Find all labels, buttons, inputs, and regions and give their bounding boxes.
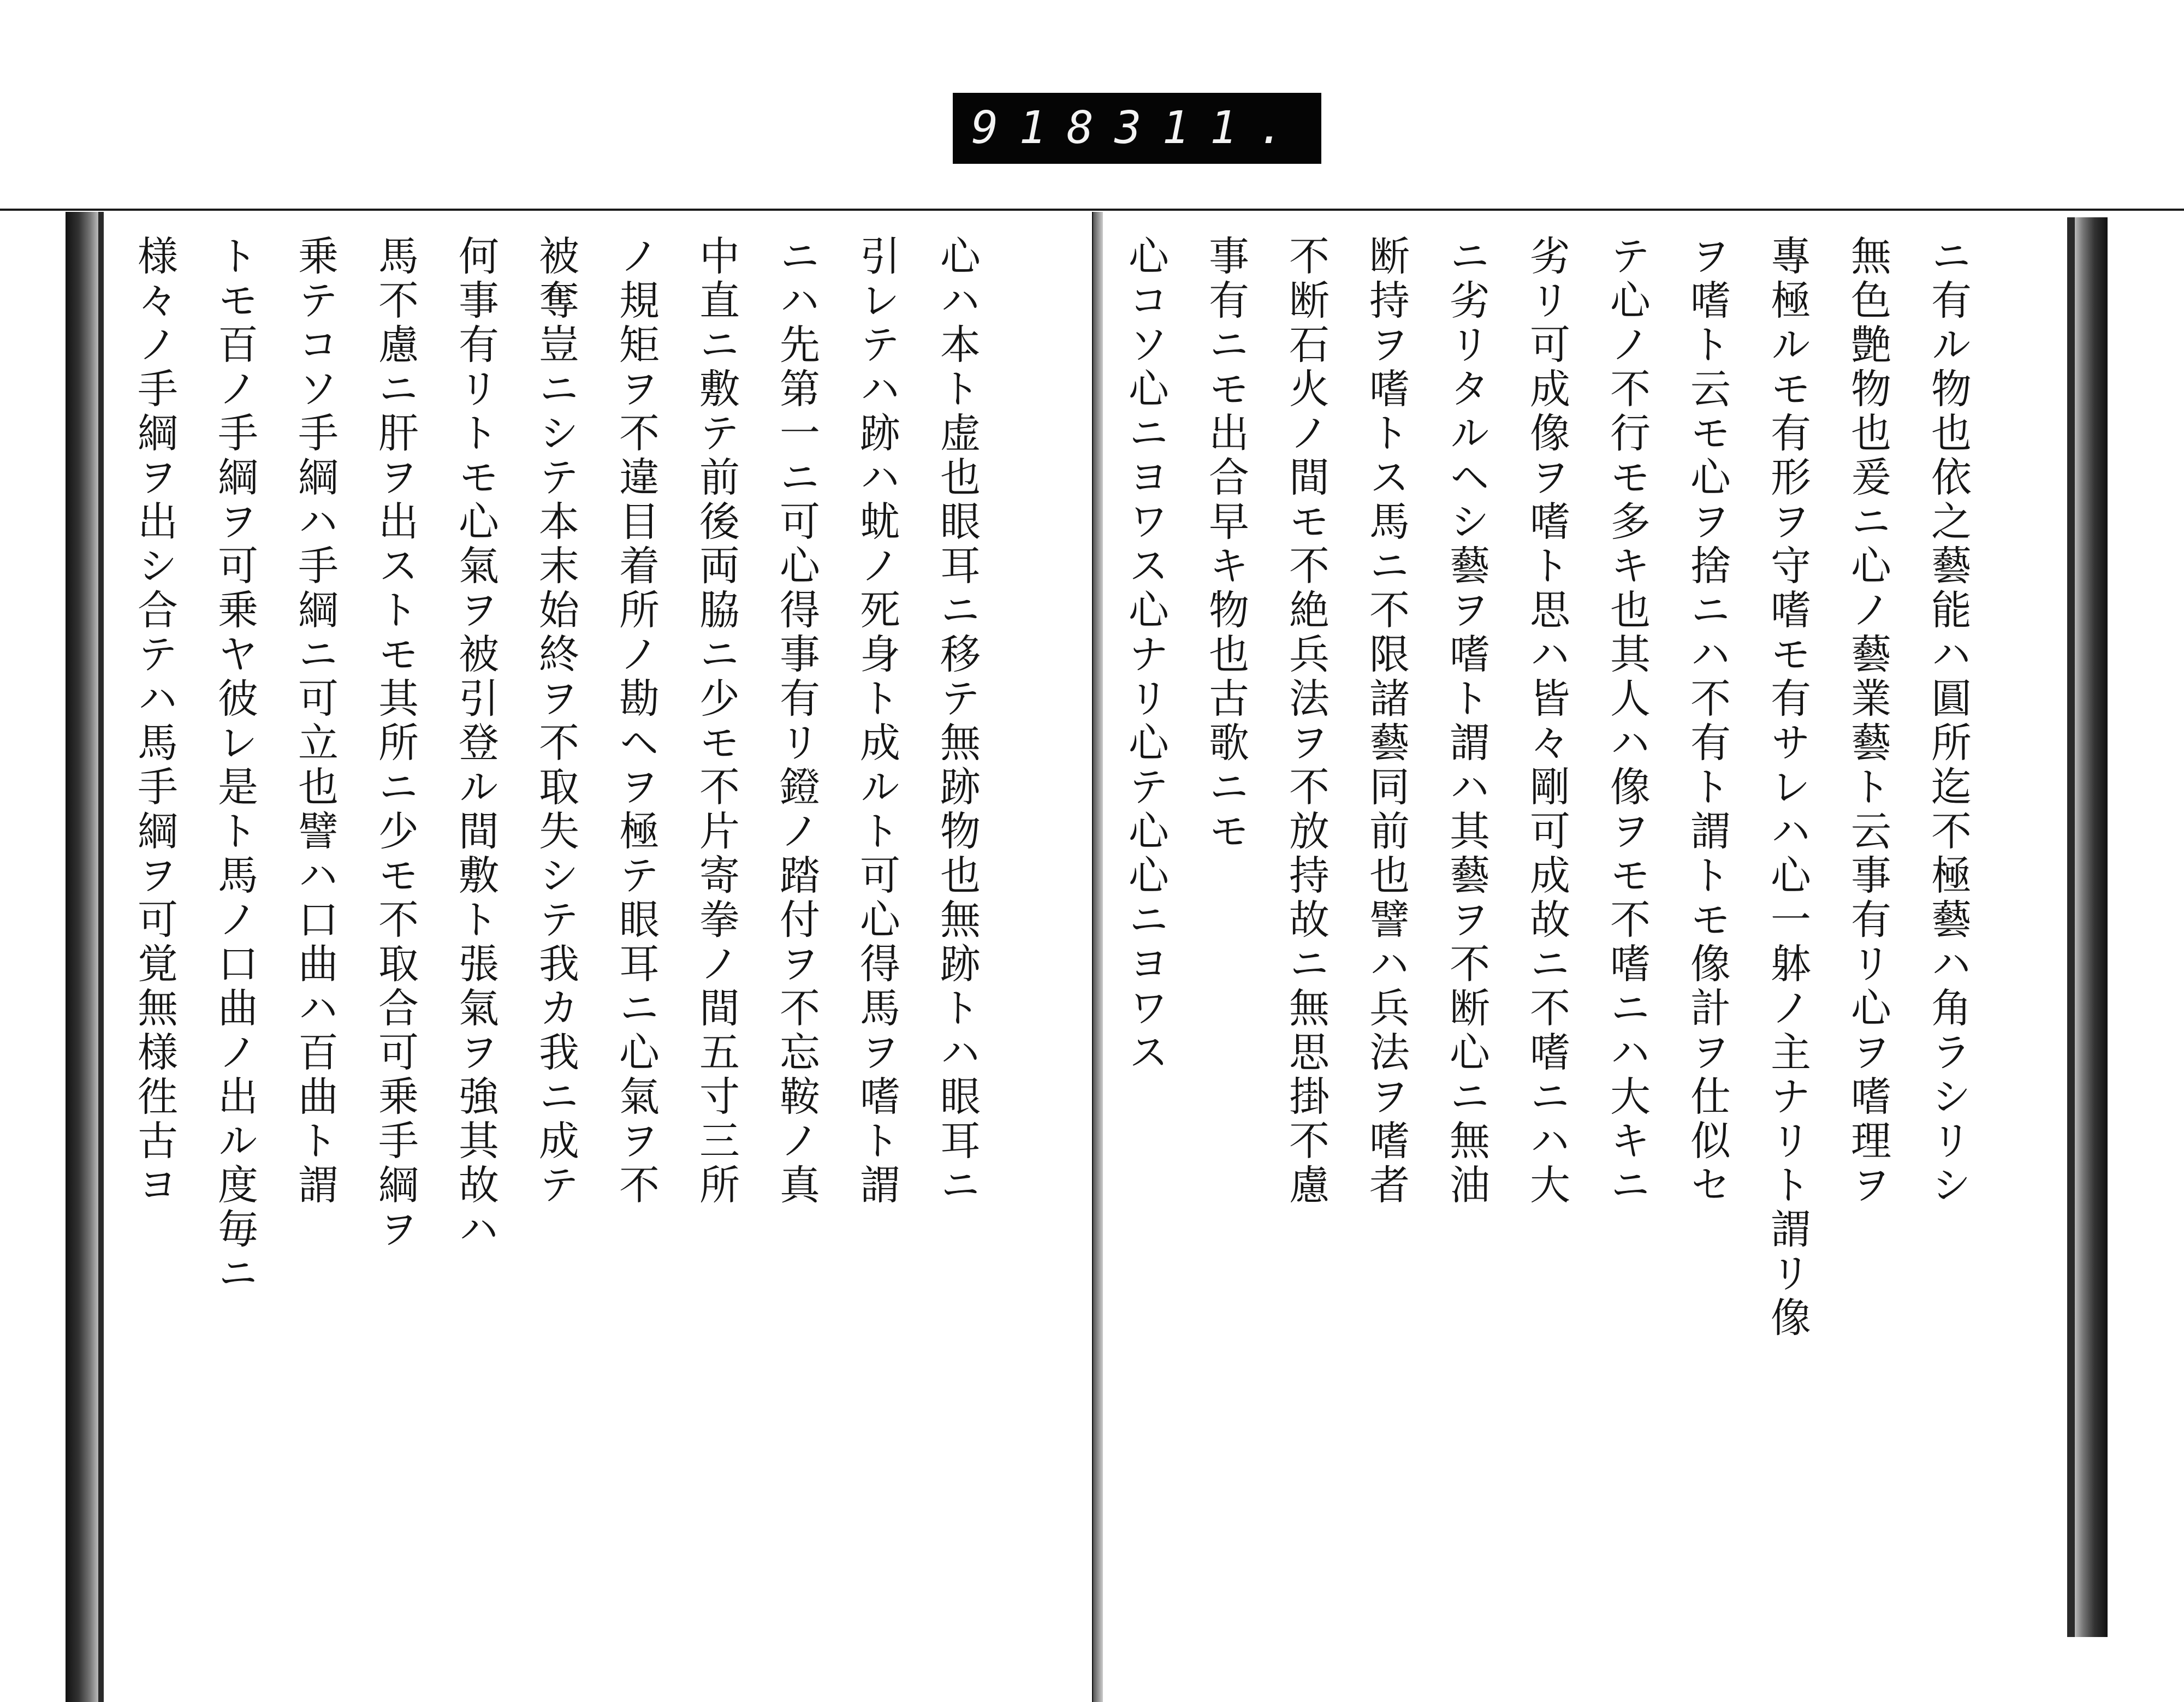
page-top-edge: [0, 209, 2184, 211]
text-column: ノ規矩ヲ不違目着所ノ勘ヘヲ極テ眼耳ニ心氣ヲ不: [613, 235, 660, 1208]
text-column: テ心ノ不行モ多キ也其人ハ像ヲモ不嗜ニハ大キニ: [1604, 235, 1651, 1208]
text-column: 馬不慮ニ肝ヲ出ストモ其所ニ少モ不取合可乗手綱ヲ: [372, 235, 419, 1252]
label-left-number: 918: [971, 102, 1115, 154]
text-column: 心コソ心ニヨワス心ナリ心テ心心ニヨワス: [1122, 235, 1169, 1075]
text-column: 專極ルモ有形ヲ守嗜モ有サレハ心一躰ノ主ナリト謂リ像: [1764, 235, 1811, 1341]
right-page-stack: [2067, 217, 2075, 1637]
text-column: ニ有ル物也依之藝能ハ圓所迄不極藝ハ角ラシリシ: [1925, 235, 1972, 1208]
text-column: ニ劣リタルヘシ藝ヲ嗜ト謂ハ其藝ヲ不断心ニ無油: [1443, 235, 1490, 1208]
text-column: ニハ先第一ニ可心得事有リ鐙ノ踏付ヲ不忘鞍ノ真: [773, 235, 820, 1208]
text-column: 被奪豈ニシテ本末始終ヲ不取失シテ我カ我ニ成テ: [532, 235, 579, 1208]
catalog-label: [953, 93, 1321, 164]
text-column: 何事有リトモ心氣ヲ被引登ル間敷ト張氣ヲ強其故ハ: [452, 235, 499, 1252]
text-column: 引レテハ跡ハ蚘ノ死身ト成ルト可心得馬ヲ嗜ト謂: [853, 235, 900, 1208]
text-column: 心ハ本ト虚也眼耳ニ移テ無跡物也無跡トハ眼耳ニ: [934, 235, 981, 1208]
text-column: トモ百ノ手綱ヲ可乗ヤ彼レ是ト馬ノ口曲ノ出ル度毎ニ: [211, 235, 258, 1296]
right-cover-edge: [2075, 217, 2108, 1637]
text-column: 乗テコソ手綱ハ手綱ニ可立也譬ハ口曲ハ百曲ト謂: [292, 235, 339, 1208]
label-right-number: 311.: [1114, 102, 1305, 154]
text-column: 断持ヲ嗜トス馬ニ不限諸藝同前也譬ハ兵法ヲ嗜者: [1363, 235, 1410, 1208]
text-column: 様々ノ手綱ヲ出シ合テハ馬手綱ヲ可覚無様徃古ヨ: [131, 235, 178, 1208]
left-page-text: [93, 235, 981, 1573]
text-column: 不断石火ノ間モ不絶兵法ヲ不放持故ニ無思掛不慮: [1283, 235, 1330, 1208]
text-column: 劣リ可成像ヲ嗜ト思ハ皆々剛可成故ニ不嗜ニハ大: [1523, 235, 1570, 1208]
text-column: ヲ嗜ト云モ心ヲ捨ニハ不有ト謂トモ像計ヲ仕似セ: [1684, 235, 1731, 1208]
right-page-text: [1084, 235, 1972, 1573]
text-column: 無色艶物也爰ニ心ノ藝業藝ト云事有リ心ヲ嗜理ヲ: [1844, 235, 1891, 1208]
text-column: 中直ニ敷テ前後両脇ニ少モ不片寄拳ノ間五寸三所: [693, 235, 740, 1208]
text-column: 事有ニモ出合早キ物也古歌ニモ: [1202, 235, 1249, 854]
